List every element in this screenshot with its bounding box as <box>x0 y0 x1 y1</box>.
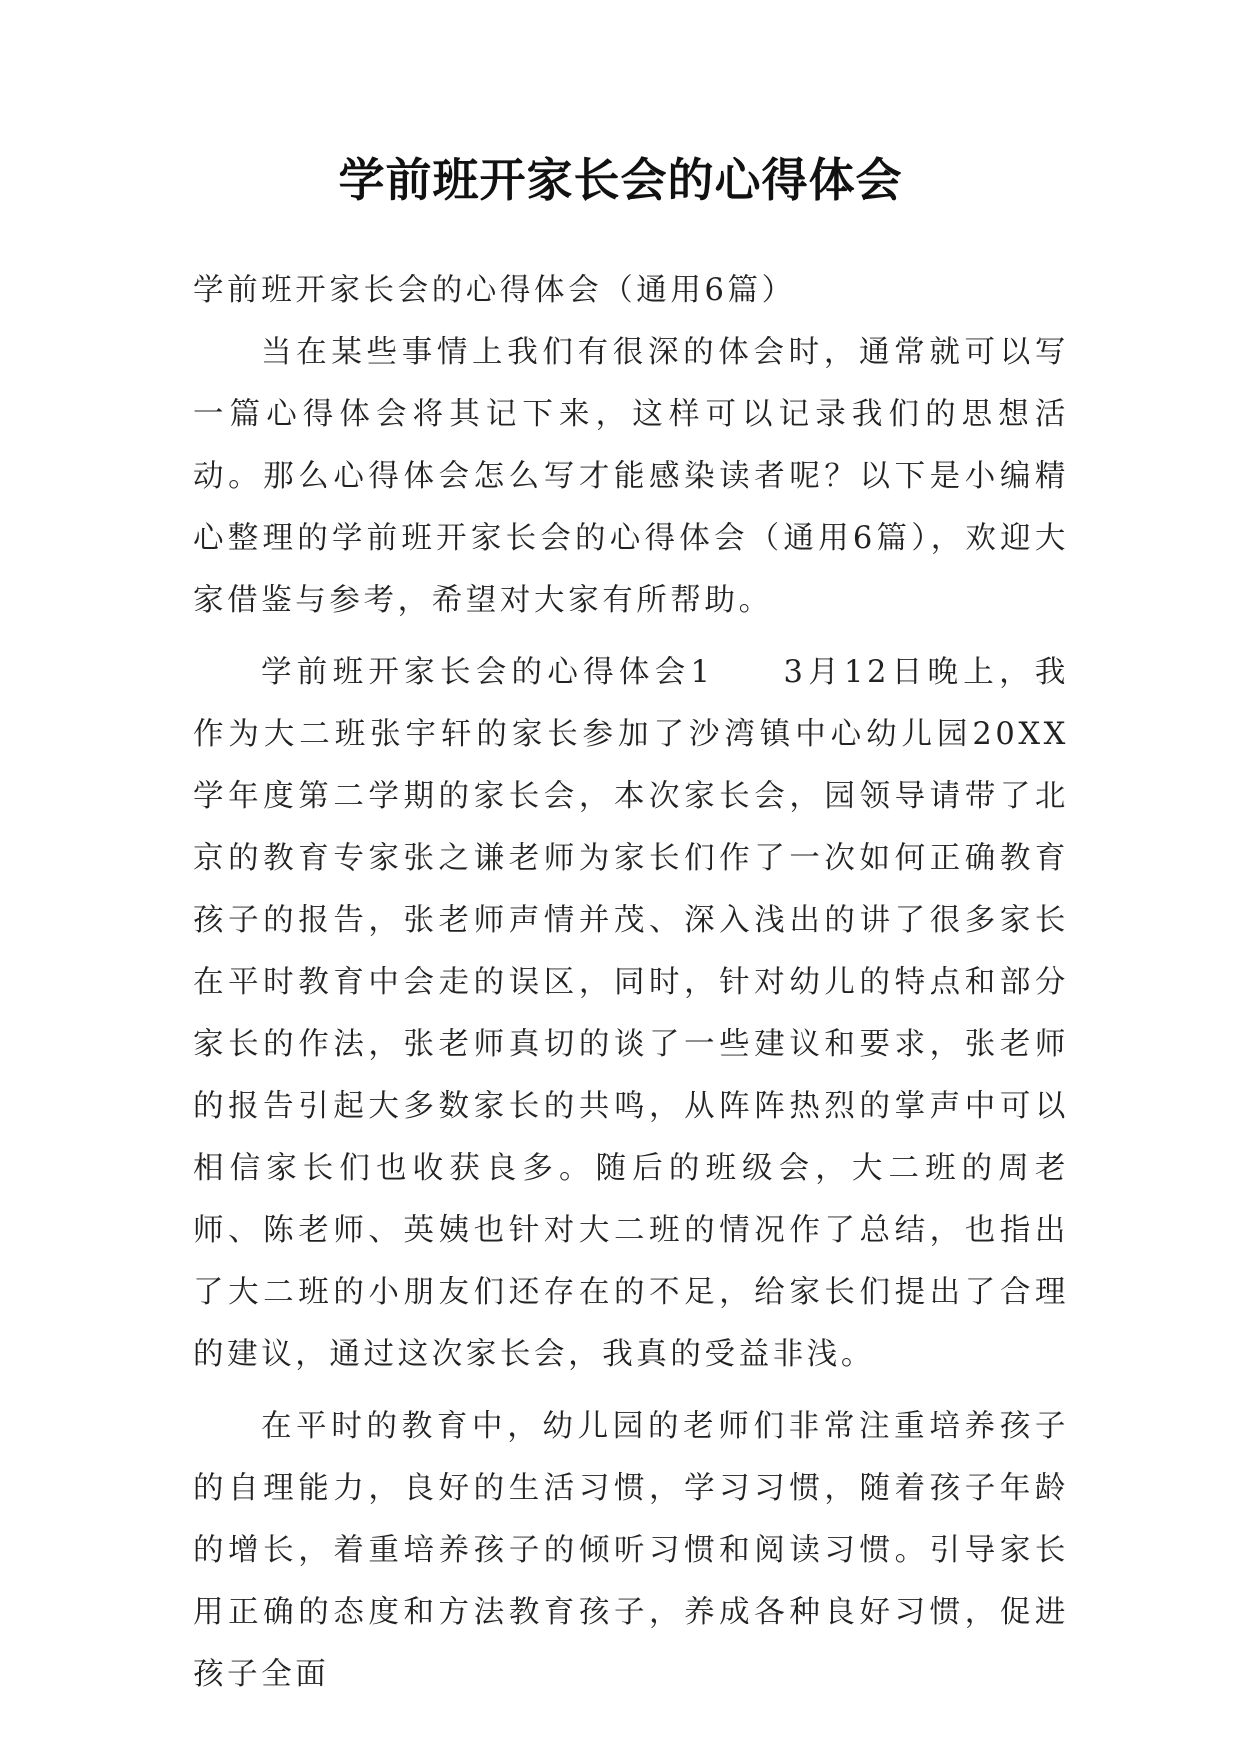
section-paragraph <box>193 642 1069 1386</box>
document-body <box>193 260 1069 1706</box>
document-title: 学前班开家长会的心得体会 <box>338 153 903 207</box>
body-paragraph: 在平时的教育中，幼儿园的老师们非常注重培养孩子的自理能力，良好的生活习惯，学习习惯，随着孩子年龄的增长，着重培养孩子的倾听习惯和阅读习惯。引导家长用正确的态度和方法教育孩子，养成各种良好习惯，促进孩子全面 <box>193 1409 1069 1692</box>
intro-paragraph: 当在某些事情上我们有很深的体会时，通常就可以写一篇心得体会将其记下来，这样可以记录我们的思想活动。那么心得体会怎么写才能感染读者呢？以下是小编精心整理的学前班开家长会的心得体会（通用6篇），欢迎大家借鉴与参考，希望对大家有所帮助。 <box>193 335 1069 618</box>
document-subtitle: 学前班开家长会的心得体会（通用6篇） <box>193 273 796 308</box>
section-text: 3月12日晚上，我作为大二班张宇轩的家长参加了沙湾镇中心幼儿园20XX学年度第二学期的家长会，本次家长会，园领导请带了北京的教育专家张之谦老师为家长们作了一次如何正确教育孩子的报告，张老师声情并茂、深入浅出的讲了很多家长在平时教育中会走的误区，同时，针对幼儿的特点和部分家长的作法，张老师真切的谈了一些建议和要求，张老师的报告引起大多数家长的共鸣，从阵阵热烈的掌声中可以相信家长们也收获良多。随后的班级会，大二班的周老师、陈老师、英姨也针对大二班的情况作了总结，也指出了大二班的小朋友们还存在的不足，给家长们提出了合理的建议，通过这次家长会，我真的受益非浅。 <box>193 655 1069 1372</box>
section-heading: 学前班开家长会的心得体会1 <box>261 655 714 690</box>
